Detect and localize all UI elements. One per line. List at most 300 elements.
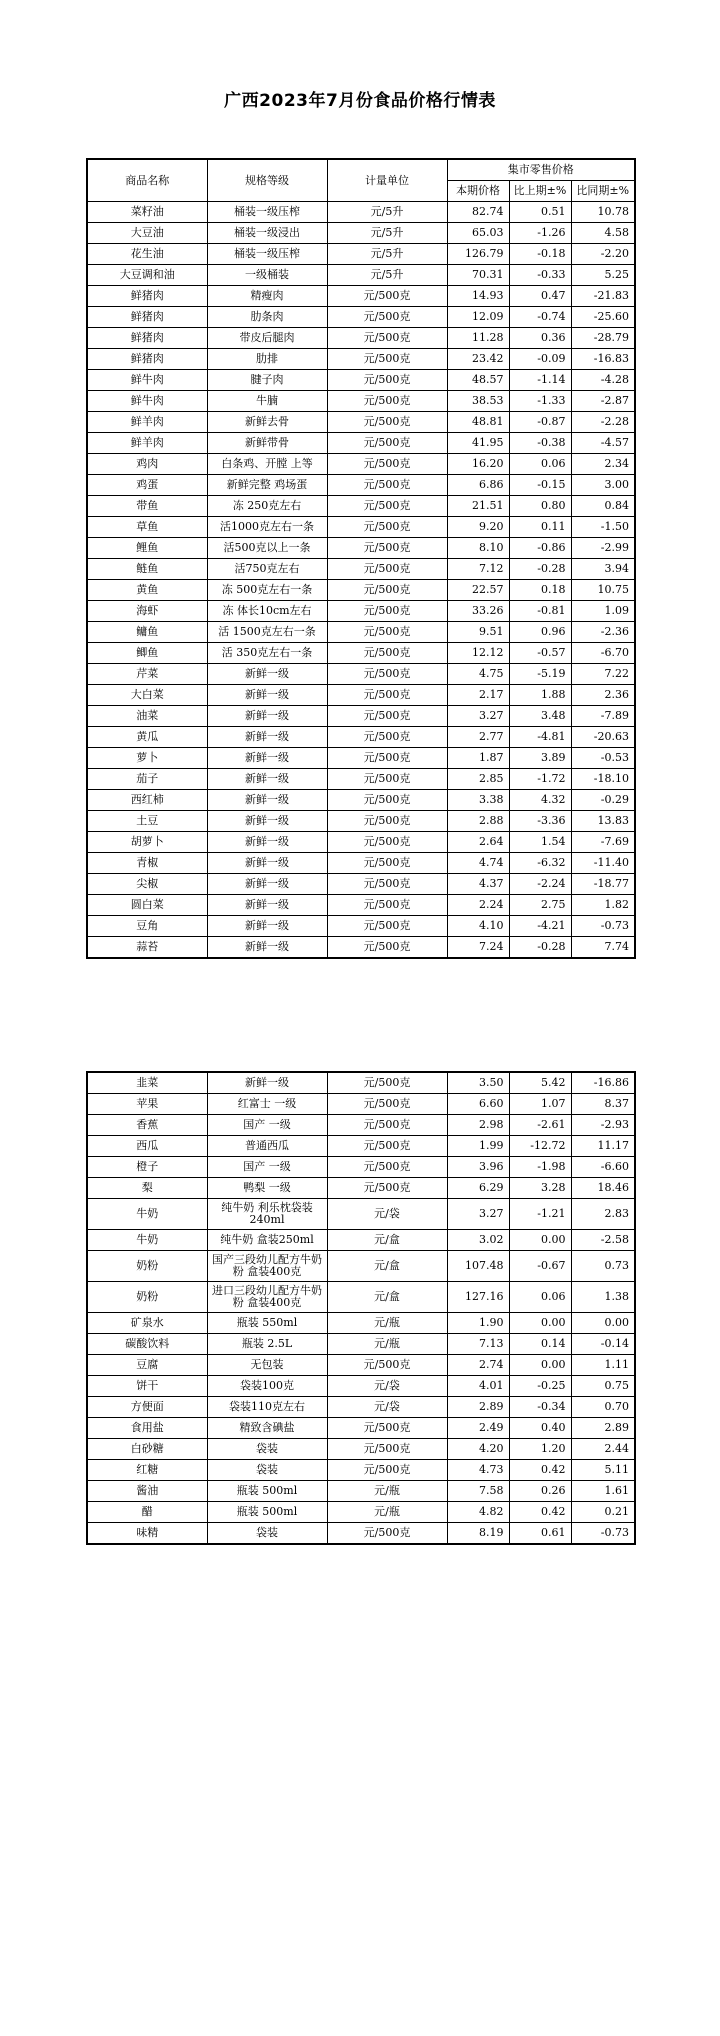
cell-mom: -2.24 xyxy=(509,874,571,895)
table-row xyxy=(87,664,635,685)
cell-mom: 0.06 xyxy=(509,454,571,475)
cell-price: 3.27 xyxy=(447,706,509,727)
cell-mom: -3.36 xyxy=(509,811,571,832)
cell-name: 奶粉 xyxy=(87,1282,207,1313)
cell-yoy: 13.83 xyxy=(571,811,635,832)
cell-spec: 牛腩 xyxy=(207,391,327,412)
cell-yoy: -18.77 xyxy=(571,874,635,895)
cell-unit: 元/500克 xyxy=(327,832,447,853)
cell-unit: 元/500克 xyxy=(327,475,447,496)
cell-name: 大白菜 xyxy=(87,685,207,706)
cell-mom: 5.42 xyxy=(509,1072,571,1094)
table-row xyxy=(87,1460,635,1481)
cell-price: 23.42 xyxy=(447,349,509,370)
cell-spec: 袋装 xyxy=(207,1439,327,1460)
cell-unit: 元/500克 xyxy=(327,1418,447,1439)
cell-unit: 元/袋 xyxy=(327,1199,447,1230)
cell-name: 茄子 xyxy=(87,769,207,790)
cell-price: 65.03 xyxy=(447,223,509,244)
cell-price: 48.57 xyxy=(447,370,509,391)
cell-spec: 肋排 xyxy=(207,349,327,370)
cell-price: 7.24 xyxy=(447,937,509,959)
cell-name: 饼干 xyxy=(87,1376,207,1397)
cell-yoy: 1.61 xyxy=(571,1481,635,1502)
table-row xyxy=(87,328,635,349)
cell-name: 鲜牛肉 xyxy=(87,370,207,391)
table-row xyxy=(87,1094,635,1115)
cell-yoy: 0.75 xyxy=(571,1376,635,1397)
cell-yoy: -16.83 xyxy=(571,349,635,370)
cell-price: 21.51 xyxy=(447,496,509,517)
cell-yoy: -25.60 xyxy=(571,307,635,328)
cell-price: 70.31 xyxy=(447,265,509,286)
header-name: 商品名称 xyxy=(87,159,207,202)
cell-spec: 新鲜带骨 xyxy=(207,433,327,454)
table-row xyxy=(87,1376,635,1397)
cell-spec: 国产 一级 xyxy=(207,1115,327,1136)
cell-name: 青椒 xyxy=(87,853,207,874)
table-row xyxy=(87,475,635,496)
cell-price: 126.79 xyxy=(447,244,509,265)
table-row xyxy=(87,1481,635,1502)
cell-price: 11.28 xyxy=(447,328,509,349)
cell-mom: 1.20 xyxy=(509,1439,571,1460)
cell-yoy: -6.70 xyxy=(571,643,635,664)
cell-unit: 元/盒 xyxy=(327,1251,447,1282)
cell-name: 鲫鱼 xyxy=(87,643,207,664)
cell-unit: 元/500克 xyxy=(327,1460,447,1481)
cell-spec: 袋装100克 xyxy=(207,1376,327,1397)
cell-mom: -0.67 xyxy=(509,1251,571,1282)
cell-name: 萝卜 xyxy=(87,748,207,769)
cell-yoy: 5.25 xyxy=(571,265,635,286)
cell-yoy: -0.29 xyxy=(571,790,635,811)
cell-name: 方便面 xyxy=(87,1397,207,1418)
cell-mom: -0.28 xyxy=(509,937,571,959)
cell-unit: 元/500克 xyxy=(327,1355,447,1376)
cell-yoy: -2.87 xyxy=(571,391,635,412)
cell-mom: -0.33 xyxy=(509,265,571,286)
cell-mom: 0.40 xyxy=(509,1418,571,1439)
cell-mom: -0.74 xyxy=(509,307,571,328)
cell-price: 2.85 xyxy=(447,769,509,790)
cell-mom: -1.21 xyxy=(509,1199,571,1230)
table-row xyxy=(87,433,635,454)
cell-price: 2.64 xyxy=(447,832,509,853)
cell-unit: 元/500克 xyxy=(327,664,447,685)
cell-unit: 元/盒 xyxy=(327,1230,447,1251)
cell-name: 鲜羊肉 xyxy=(87,433,207,454)
cell-mom: -0.18 xyxy=(509,244,571,265)
cell-name: 韭菜 xyxy=(87,1072,207,1094)
cell-spec: 冻 500克左右一条 xyxy=(207,580,327,601)
cell-name: 豆腐 xyxy=(87,1355,207,1376)
cell-mom: 0.36 xyxy=(509,328,571,349)
cell-unit: 元/瓶 xyxy=(327,1481,447,1502)
cell-price: 7.58 xyxy=(447,1481,509,1502)
cell-unit: 元/500克 xyxy=(327,685,447,706)
cell-unit: 元/500克 xyxy=(327,916,447,937)
table-row xyxy=(87,1178,635,1199)
cell-name: 带鱼 xyxy=(87,496,207,517)
cell-spec: 腱子肉 xyxy=(207,370,327,391)
cell-mom: 0.51 xyxy=(509,202,571,223)
cell-name: 黄瓜 xyxy=(87,727,207,748)
cell-yoy: -2.20 xyxy=(571,244,635,265)
cell-yoy: -7.89 xyxy=(571,706,635,727)
header-group: 集市零售价格 xyxy=(447,159,635,181)
cell-unit: 元/500克 xyxy=(327,937,447,959)
cell-unit: 元/500克 xyxy=(327,517,447,538)
cell-spec: 新鲜去骨 xyxy=(207,412,327,433)
cell-unit: 元/5升 xyxy=(327,244,447,265)
cell-spec: 红富士 一级 xyxy=(207,1094,327,1115)
cell-unit: 元/500克 xyxy=(327,412,447,433)
cell-unit: 元/500克 xyxy=(327,286,447,307)
cell-unit: 元/5升 xyxy=(327,265,447,286)
cell-mom: 0.61 xyxy=(509,1523,571,1545)
cell-spec: 瓶装 500ml xyxy=(207,1502,327,1523)
cell-price: 1.87 xyxy=(447,748,509,769)
table-row xyxy=(87,1439,635,1460)
cell-yoy: 0.84 xyxy=(571,496,635,517)
table-row xyxy=(87,223,635,244)
cell-price: 12.09 xyxy=(447,307,509,328)
table-row xyxy=(87,244,635,265)
cell-spec: 冻 250克左右 xyxy=(207,496,327,517)
cell-mom: -0.86 xyxy=(509,538,571,559)
cell-name: 土豆 xyxy=(87,811,207,832)
cell-price: 7.12 xyxy=(447,559,509,580)
cell-mom: 3.28 xyxy=(509,1178,571,1199)
table-row xyxy=(87,391,635,412)
cell-unit: 元/500克 xyxy=(327,1136,447,1157)
cell-price: 41.95 xyxy=(447,433,509,454)
cell-name: 鲜猪肉 xyxy=(87,328,207,349)
cell-mom: 0.42 xyxy=(509,1460,571,1481)
cell-price: 4.74 xyxy=(447,853,509,874)
cell-name: 味精 xyxy=(87,1523,207,1545)
cell-spec: 国产 一级 xyxy=(207,1157,327,1178)
cell-yoy: 2.89 xyxy=(571,1418,635,1439)
cell-unit: 元/袋 xyxy=(327,1376,447,1397)
cell-unit: 元/500克 xyxy=(327,748,447,769)
cell-yoy: -1.50 xyxy=(571,517,635,538)
cell-price: 14.93 xyxy=(447,286,509,307)
cell-unit: 元/500克 xyxy=(327,1072,447,1094)
cell-mom: -6.32 xyxy=(509,853,571,874)
cell-mom: 0.00 xyxy=(509,1230,571,1251)
cell-unit: 元/瓶 xyxy=(327,1313,447,1334)
cell-unit: 元/500克 xyxy=(327,349,447,370)
cell-yoy: 18.46 xyxy=(571,1178,635,1199)
cell-spec: 新鲜一级 xyxy=(207,811,327,832)
header-unit: 计量单位 xyxy=(327,159,447,202)
cell-spec: 活 1500克左右一条 xyxy=(207,622,327,643)
cell-unit: 元/500克 xyxy=(327,391,447,412)
cell-unit: 元/500克 xyxy=(327,706,447,727)
cell-mom: 0.96 xyxy=(509,622,571,643)
cell-yoy: 1.09 xyxy=(571,601,635,622)
cell-name: 梨 xyxy=(87,1178,207,1199)
cell-unit: 元/500克 xyxy=(327,538,447,559)
cell-spec: 纯牛奶 利乐枕袋装240ml xyxy=(207,1199,327,1230)
table-row xyxy=(87,370,635,391)
cell-mom: 0.47 xyxy=(509,286,571,307)
table-row xyxy=(87,580,635,601)
cell-mom: -1.72 xyxy=(509,769,571,790)
cell-price: 2.77 xyxy=(447,727,509,748)
cell-name: 鲤鱼 xyxy=(87,538,207,559)
cell-mom: -0.87 xyxy=(509,412,571,433)
cell-mom: -1.98 xyxy=(509,1157,571,1178)
cell-price: 2.98 xyxy=(447,1115,509,1136)
cell-name: 豆角 xyxy=(87,916,207,937)
cell-name: 胡萝卜 xyxy=(87,832,207,853)
cell-spec: 桶装一级浸出 xyxy=(207,223,327,244)
cell-price: 127.16 xyxy=(447,1282,509,1313)
cell-yoy: 8.37 xyxy=(571,1094,635,1115)
cell-yoy: -16.86 xyxy=(571,1072,635,1094)
cell-price: 82.74 xyxy=(447,202,509,223)
cell-name: 醋 xyxy=(87,1502,207,1523)
cell-name: 圆白菜 xyxy=(87,895,207,916)
cell-mom: 0.80 xyxy=(509,496,571,517)
cell-unit: 元/500克 xyxy=(327,454,447,475)
table-row xyxy=(87,1230,635,1251)
cell-price: 4.75 xyxy=(447,664,509,685)
cell-yoy: 2.83 xyxy=(571,1199,635,1230)
cell-mom: -0.09 xyxy=(509,349,571,370)
cell-mom: -1.33 xyxy=(509,391,571,412)
cell-spec: 活750克左右 xyxy=(207,559,327,580)
cell-spec: 精致含碘盐 xyxy=(207,1418,327,1439)
cell-mom: 2.75 xyxy=(509,895,571,916)
cell-name: 蒜苔 xyxy=(87,937,207,959)
cell-mom: 0.00 xyxy=(509,1355,571,1376)
cell-yoy: 7.74 xyxy=(571,937,635,959)
table-row xyxy=(87,1282,635,1313)
cell-unit: 元/500克 xyxy=(327,1115,447,1136)
cell-yoy: -18.10 xyxy=(571,769,635,790)
table-row xyxy=(87,286,635,307)
cell-name: 尖椒 xyxy=(87,874,207,895)
table-row xyxy=(87,1355,635,1376)
table-row xyxy=(87,874,635,895)
cell-spec: 新鲜一级 xyxy=(207,685,327,706)
cell-yoy: -2.93 xyxy=(571,1115,635,1136)
table-row xyxy=(87,643,635,664)
cell-unit: 元/500克 xyxy=(327,622,447,643)
cell-yoy: 0.70 xyxy=(571,1397,635,1418)
page-title: 广西2023年7月份食品价格行情表 xyxy=(224,91,496,111)
cell-price: 4.10 xyxy=(447,916,509,937)
cell-mom: -4.21 xyxy=(509,916,571,937)
cell-price: 2.49 xyxy=(447,1418,509,1439)
cell-spec: 肋条肉 xyxy=(207,307,327,328)
cell-price: 6.29 xyxy=(447,1178,509,1199)
cell-unit: 元/500克 xyxy=(327,601,447,622)
cell-name: 鲜猪肉 xyxy=(87,307,207,328)
cell-mom: 1.88 xyxy=(509,685,571,706)
cell-spec: 瓶装 550ml xyxy=(207,1313,327,1334)
cell-price: 9.51 xyxy=(447,622,509,643)
cell-yoy: 2.36 xyxy=(571,685,635,706)
cell-mom: -0.38 xyxy=(509,433,571,454)
cell-price: 4.82 xyxy=(447,1502,509,1523)
cell-price: 4.01 xyxy=(447,1376,509,1397)
cell-mom: 3.48 xyxy=(509,706,571,727)
cell-spec: 新鲜一级 xyxy=(207,1072,327,1094)
cell-name: 鳙鱼 xyxy=(87,622,207,643)
cell-mom: -0.15 xyxy=(509,475,571,496)
cell-yoy: 0.73 xyxy=(571,1251,635,1282)
cell-price: 3.50 xyxy=(447,1072,509,1094)
table-row xyxy=(87,853,635,874)
table-row xyxy=(87,307,635,328)
table-row xyxy=(87,937,635,959)
cell-price: 12.12 xyxy=(447,643,509,664)
table-row xyxy=(87,1199,635,1230)
cell-price: 7.13 xyxy=(447,1334,509,1355)
cell-price: 8.10 xyxy=(447,538,509,559)
cell-name: 奶粉 xyxy=(87,1251,207,1282)
table-row xyxy=(87,1136,635,1157)
cell-spec: 精瘦肉 xyxy=(207,286,327,307)
cell-spec: 新鲜一级 xyxy=(207,748,327,769)
header-spec: 规格等级 xyxy=(207,159,327,202)
cell-yoy: -21.83 xyxy=(571,286,635,307)
cell-yoy: 5.11 xyxy=(571,1460,635,1481)
cell-name: 大豆油 xyxy=(87,223,207,244)
cell-yoy: 3.00 xyxy=(571,475,635,496)
cell-unit: 元/瓶 xyxy=(327,1334,447,1355)
cell-mom: -0.25 xyxy=(509,1376,571,1397)
cell-unit: 元/500克 xyxy=(327,811,447,832)
cell-spec: 新鲜一级 xyxy=(207,895,327,916)
cell-name: 牛奶 xyxy=(87,1230,207,1251)
cell-spec: 新鲜一级 xyxy=(207,937,327,959)
cell-name: 芹菜 xyxy=(87,664,207,685)
cell-name: 酱油 xyxy=(87,1481,207,1502)
cell-mom: 1.07 xyxy=(509,1094,571,1115)
cell-spec: 袋装 xyxy=(207,1523,327,1545)
cell-yoy: -0.73 xyxy=(571,1523,635,1545)
cell-name: 西瓜 xyxy=(87,1136,207,1157)
table-row xyxy=(87,1313,635,1334)
cell-spec: 带皮后腿肉 xyxy=(207,328,327,349)
table-row xyxy=(87,811,635,832)
cell-price: 8.19 xyxy=(447,1523,509,1545)
table-row xyxy=(87,895,635,916)
cell-unit: 元/500克 xyxy=(327,370,447,391)
cell-name: 矿泉水 xyxy=(87,1313,207,1334)
cell-unit: 元/500克 xyxy=(327,643,447,664)
cell-mom: -5.19 xyxy=(509,664,571,685)
cell-spec: 新鲜一级 xyxy=(207,832,327,853)
cell-spec: 活1000克左右一条 xyxy=(207,517,327,538)
cell-name: 鸡肉 xyxy=(87,454,207,475)
cell-name: 白砂糖 xyxy=(87,1439,207,1460)
cell-unit: 元/500克 xyxy=(327,1094,447,1115)
cell-yoy: -0.53 xyxy=(571,748,635,769)
cell-yoy: 11.17 xyxy=(571,1136,635,1157)
table-row xyxy=(87,496,635,517)
cell-yoy: -2.28 xyxy=(571,412,635,433)
cell-yoy: 1.38 xyxy=(571,1282,635,1313)
table-row xyxy=(87,349,635,370)
cell-spec: 袋装 xyxy=(207,1460,327,1481)
cell-spec: 桶装一级压榨 xyxy=(207,202,327,223)
cell-name: 鲜羊肉 xyxy=(87,412,207,433)
cell-spec: 冻 体长10cm左右 xyxy=(207,601,327,622)
cell-yoy: 1.82 xyxy=(571,895,635,916)
cell-spec: 进口三段幼儿配方牛奶粉 盒装400克 xyxy=(207,1282,327,1313)
cell-mom: 0.06 xyxy=(509,1282,571,1313)
cell-price: 4.73 xyxy=(447,1460,509,1481)
table-row xyxy=(87,1251,635,1282)
cell-yoy: -6.60 xyxy=(571,1157,635,1178)
cell-spec: 新鲜一级 xyxy=(207,769,327,790)
price-table-1 xyxy=(86,158,636,959)
cell-price: 4.20 xyxy=(447,1439,509,1460)
cell-name: 黄鱼 xyxy=(87,580,207,601)
header-price: 本期价格 xyxy=(447,181,509,202)
cell-name: 香蕉 xyxy=(87,1115,207,1136)
cell-spec: 普通西瓜 xyxy=(207,1136,327,1157)
table-row xyxy=(87,1418,635,1439)
cell-spec: 新鲜一级 xyxy=(207,664,327,685)
cell-mom: -0.81 xyxy=(509,601,571,622)
table-row xyxy=(87,1115,635,1136)
table-row xyxy=(87,559,635,580)
cell-spec: 桶装一级压榨 xyxy=(207,244,327,265)
cell-yoy: -2.99 xyxy=(571,538,635,559)
cell-spec: 新鲜一级 xyxy=(207,853,327,874)
cell-mom: 0.42 xyxy=(509,1502,571,1523)
cell-name: 海虾 xyxy=(87,601,207,622)
cell-yoy: 4.58 xyxy=(571,223,635,244)
cell-unit: 元/500克 xyxy=(327,580,447,601)
cell-price: 1.99 xyxy=(447,1136,509,1157)
cell-mom: 4.32 xyxy=(509,790,571,811)
cell-mom: -12.72 xyxy=(509,1136,571,1157)
cell-unit: 元/500克 xyxy=(327,496,447,517)
cell-spec: 纯牛奶 盒装250ml xyxy=(207,1230,327,1251)
cell-spec: 新鲜一级 xyxy=(207,727,327,748)
cell-yoy: 2.34 xyxy=(571,454,635,475)
table-row xyxy=(87,769,635,790)
table-row xyxy=(87,1157,635,1178)
cell-mom: 0.11 xyxy=(509,517,571,538)
cell-price: 4.37 xyxy=(447,874,509,895)
cell-mom: -0.57 xyxy=(509,643,571,664)
cell-unit: 元/500克 xyxy=(327,853,447,874)
cell-yoy: 0.00 xyxy=(571,1313,635,1334)
cell-mom: -1.26 xyxy=(509,223,571,244)
table-row xyxy=(87,517,635,538)
cell-name: 苹果 xyxy=(87,1094,207,1115)
cell-price: 9.20 xyxy=(447,517,509,538)
cell-spec: 活500克以上一条 xyxy=(207,538,327,559)
cell-yoy: -4.28 xyxy=(571,370,635,391)
cell-mom: 1.54 xyxy=(509,832,571,853)
cell-name: 花生油 xyxy=(87,244,207,265)
cell-mom: 0.18 xyxy=(509,580,571,601)
table-row xyxy=(87,1072,635,1094)
cell-yoy: -0.14 xyxy=(571,1334,635,1355)
table-row xyxy=(87,1502,635,1523)
